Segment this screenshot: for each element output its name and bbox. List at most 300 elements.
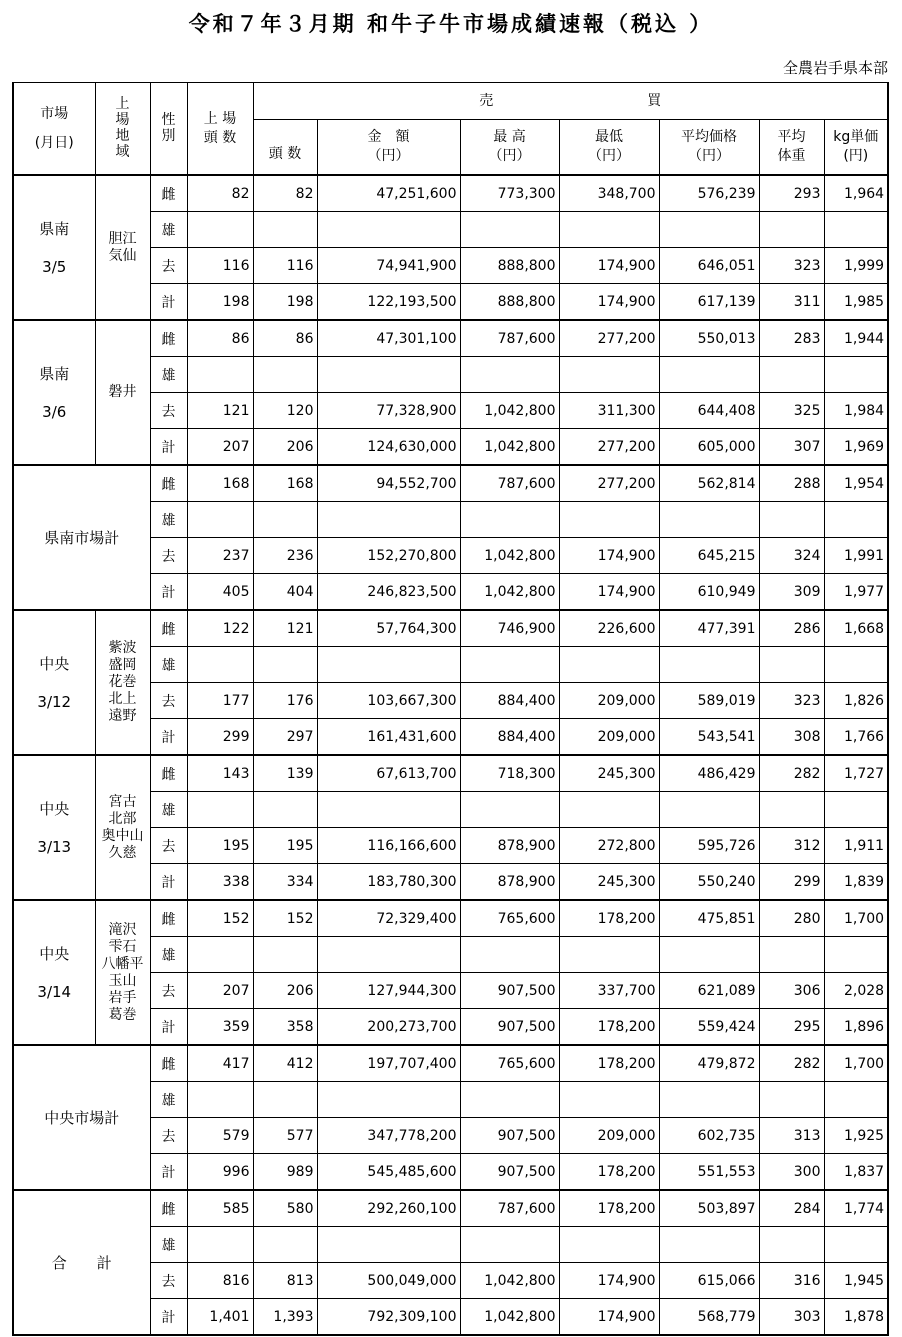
cell-heads: 121	[253, 610, 317, 647]
cell-avg	[659, 357, 759, 393]
sex-cell: 去	[150, 1118, 187, 1154]
cell-heads: 176	[253, 683, 317, 719]
area-name: 北部	[108, 810, 137, 827]
cell-kg	[824, 792, 888, 828]
cell-amount: 292,260,100	[317, 1190, 460, 1227]
cell-amount: 67,613,700	[317, 755, 460, 792]
cell-min: 178,200	[559, 1190, 659, 1227]
cell-kg: 1,911	[824, 828, 888, 864]
cell-avg: 615,066	[659, 1263, 759, 1299]
cell-min: 209,000	[559, 719, 659, 756]
cell-avg	[659, 647, 759, 683]
cell-listed: 86	[187, 320, 253, 357]
cell-max: 718,300	[460, 755, 559, 792]
sex-cell: 雌	[150, 610, 187, 647]
cell-weight: 284	[759, 1190, 824, 1227]
header-min-label: 最低	[595, 129, 623, 146]
sex-cell: 去	[150, 683, 187, 719]
cell-heads	[253, 937, 317, 973]
cell-avg: 550,240	[659, 864, 759, 901]
cell-listed: 116	[187, 248, 253, 284]
cell-min: 174,900	[559, 284, 659, 321]
cell-amount	[317, 792, 460, 828]
sex-cell: 雌	[150, 320, 187, 357]
sex-cell: 計	[150, 1009, 187, 1046]
cell-max: 888,800	[460, 284, 559, 321]
cell-min	[559, 1082, 659, 1118]
organization-name: 全農岩手県本部	[782, 59, 888, 77]
cell-kg: 1,991	[824, 538, 888, 574]
cell-listed: 585	[187, 1190, 253, 1227]
cell-listed: 579	[187, 1118, 253, 1154]
cell-amount: 122,193,500	[317, 284, 460, 321]
cell-weight	[759, 937, 824, 973]
cell-amount: 47,251,600	[317, 175, 460, 212]
subtotal-label: 合 計	[13, 1190, 150, 1335]
cell-max: 884,400	[460, 683, 559, 719]
area-name: 磐井	[108, 384, 137, 400]
cell-avg: 503,897	[659, 1190, 759, 1227]
cell-amount: 246,823,500	[317, 574, 460, 611]
cell-listed: 299	[187, 719, 253, 756]
cell-amount: 47,301,100	[317, 320, 460, 357]
cell-max: 787,600	[460, 1190, 559, 1227]
header-avg-price-label: 平均価格	[681, 129, 737, 146]
cell-listed: 359	[187, 1009, 253, 1046]
cell-amount: 94,552,700	[317, 465, 460, 502]
sex-cell: 去	[150, 973, 187, 1009]
cell-weight: 311	[759, 284, 824, 321]
cell-max: 878,900	[460, 864, 559, 901]
sex-cell: 去	[150, 1263, 187, 1299]
cell-listed: 1,401	[187, 1299, 253, 1336]
sex-cell: 雌	[150, 1190, 187, 1227]
cell-avg: 562,814	[659, 465, 759, 502]
cell-max	[460, 792, 559, 828]
header-avg-weight-label-1: 平均	[777, 129, 806, 146]
header-listed	[187, 83, 253, 176]
cell-min: 174,900	[559, 1263, 659, 1299]
market-date: 3/12	[37, 692, 72, 711]
header-date-label: (月日)	[34, 134, 74, 151]
cell-max	[460, 937, 559, 973]
cell-weight: 323	[759, 683, 824, 719]
cell-min	[559, 502, 659, 538]
area-cell	[95, 755, 150, 900]
area-name: 玉山	[108, 972, 137, 989]
cell-weight: 313	[759, 1118, 824, 1154]
cell-amount: 183,780,300	[317, 864, 460, 901]
cell-heads	[253, 1227, 317, 1263]
cell-listed: 82	[187, 175, 253, 212]
header-max-label: 最 高	[493, 129, 526, 146]
table-row	[13, 1045, 888, 1082]
cell-heads: 206	[253, 973, 317, 1009]
cell-kg: 1,985	[824, 284, 888, 321]
cell-listed: 198	[187, 284, 253, 321]
area-name: 遠野	[108, 708, 137, 724]
area-name: 葛巻	[108, 1006, 137, 1023]
header-sex	[150, 83, 187, 176]
cell-avg	[659, 212, 759, 248]
cell-max: 1,042,800	[460, 429, 559, 466]
cell-avg: 543,541	[659, 719, 759, 756]
cell-avg: 610,949	[659, 574, 759, 611]
header-area	[95, 83, 150, 176]
cell-listed: 122	[187, 610, 253, 647]
area-name: 久慈	[108, 844, 137, 861]
header-min-unit: （円）	[588, 148, 630, 164]
sex-cell: 去	[150, 393, 187, 429]
area-name: 宮古	[108, 793, 137, 810]
cell-heads: 577	[253, 1118, 317, 1154]
sex-cell: 雄	[150, 647, 187, 683]
market-name: 県南	[39, 364, 70, 383]
header-heads	[253, 120, 317, 176]
cell-heads	[253, 647, 317, 683]
header-market	[13, 83, 95, 176]
cell-listed: 195	[187, 828, 253, 864]
cell-weight: 307	[759, 429, 824, 466]
sex-cell: 雄	[150, 502, 187, 538]
cell-weight: 316	[759, 1263, 824, 1299]
cell-avg: 479,872	[659, 1045, 759, 1082]
cell-heads: 404	[253, 574, 317, 611]
market-cell	[13, 175, 95, 320]
market-cell	[13, 900, 95, 1045]
cell-heads	[253, 212, 317, 248]
cell-weight: 295	[759, 1009, 824, 1046]
cell-kg: 1,700	[824, 1045, 888, 1082]
cell-listed: 207	[187, 429, 253, 466]
cell-weight	[759, 1082, 824, 1118]
cell-listed: 237	[187, 538, 253, 574]
header-sales: 売 買	[253, 83, 888, 120]
cell-heads: 297	[253, 719, 317, 756]
cell-kg	[824, 647, 888, 683]
cell-kg: 1,766	[824, 719, 888, 756]
cell-max	[460, 502, 559, 538]
cell-heads: 120	[253, 393, 317, 429]
cell-avg: 621,089	[659, 973, 759, 1009]
header-avg-weight-label-2: 体重	[777, 148, 806, 164]
area-name: 北上	[108, 691, 137, 707]
cell-weight	[759, 792, 824, 828]
area-cell	[95, 900, 150, 1045]
cell-weight: 283	[759, 320, 824, 357]
cell-max: 773,300	[460, 175, 559, 212]
cell-avg	[659, 502, 759, 538]
cell-listed: 121	[187, 393, 253, 429]
sex-cell: 去	[150, 248, 187, 284]
cell-avg: 646,051	[659, 248, 759, 284]
cell-amount: 197,707,400	[317, 1045, 460, 1082]
cell-max: 1,042,800	[460, 393, 559, 429]
sex-cell: 雌	[150, 175, 187, 212]
sex-cell: 雄	[150, 212, 187, 248]
cell-listed: 143	[187, 755, 253, 792]
cell-max: 1,042,800	[460, 1299, 559, 1336]
cell-max: 1,042,800	[460, 538, 559, 574]
cell-kg: 1,700	[824, 900, 888, 937]
cell-listed: 417	[187, 1045, 253, 1082]
cell-min: 174,900	[559, 574, 659, 611]
cell-weight: 282	[759, 1045, 824, 1082]
cell-amount: 792,309,100	[317, 1299, 460, 1336]
cell-kg: 1,878	[824, 1299, 888, 1336]
market-name: 中央	[39, 944, 70, 963]
cell-max: 878,900	[460, 828, 559, 864]
area-name: 胆江	[108, 230, 137, 247]
cell-max: 746,900	[460, 610, 559, 647]
cell-kg: 1,925	[824, 1118, 888, 1154]
cell-max: 907,500	[460, 1118, 559, 1154]
header-avg-weight	[759, 120, 824, 176]
cell-listed	[187, 212, 253, 248]
sex-cell: 計	[150, 1299, 187, 1336]
market-date: 3/6	[42, 402, 67, 421]
sex-cell: 雄	[150, 1227, 187, 1263]
cell-heads: 152	[253, 900, 317, 937]
cell-listed: 996	[187, 1154, 253, 1191]
cell-listed	[187, 357, 253, 393]
cell-avg: 645,215	[659, 538, 759, 574]
market-date: 3/5	[42, 257, 67, 276]
cell-avg: 617,139	[659, 284, 759, 321]
header-listed-label-1: 上 場	[203, 110, 237, 127]
area-name: 花巻	[108, 674, 137, 690]
table-row	[13, 755, 888, 792]
cell-kg: 1,896	[824, 1009, 888, 1046]
cell-amount	[317, 647, 460, 683]
cell-listed	[187, 937, 253, 973]
cell-amount: 74,941,900	[317, 248, 460, 284]
cell-kg	[824, 1082, 888, 1118]
cell-heads: 206	[253, 429, 317, 466]
cell-kg	[824, 937, 888, 973]
cell-heads: 139	[253, 755, 317, 792]
cell-kg: 1,945	[824, 1263, 888, 1299]
cell-weight	[759, 1227, 824, 1263]
cell-amount: 500,049,000	[317, 1263, 460, 1299]
cell-kg	[824, 357, 888, 393]
cell-listed	[187, 502, 253, 538]
cell-amount: 127,944,300	[317, 973, 460, 1009]
cell-weight: 282	[759, 755, 824, 792]
area-name: 気仙	[108, 247, 137, 264]
cell-listed: 405	[187, 574, 253, 611]
cell-heads: 412	[253, 1045, 317, 1082]
cell-heads: 195	[253, 828, 317, 864]
area-name: 奥中山	[101, 827, 144, 844]
sex-cell: 去	[150, 538, 187, 574]
cell-kg: 1,984	[824, 393, 888, 429]
table-row	[13, 610, 888, 647]
cell-heads: 168	[253, 465, 317, 502]
cell-min: 348,700	[559, 175, 659, 212]
cell-heads	[253, 357, 317, 393]
results-table	[12, 82, 889, 1336]
cell-kg: 1,977	[824, 574, 888, 611]
sex-cell: 雌	[150, 465, 187, 502]
cell-amount: 152,270,800	[317, 538, 460, 574]
header-listed-label-2: 頭 数	[203, 129, 237, 146]
cell-kg: 1,837	[824, 1154, 888, 1191]
cell-heads: 580	[253, 1190, 317, 1227]
header-avg-price-unit: （円）	[688, 148, 730, 164]
header-max-unit: （円）	[488, 148, 531, 164]
cell-min: 311,300	[559, 393, 659, 429]
header-heads-label: 頭 数	[268, 145, 302, 162]
cell-min: 337,700	[559, 973, 659, 1009]
cell-amount	[317, 1082, 460, 1118]
cell-heads: 989	[253, 1154, 317, 1191]
cell-kg: 1,727	[824, 755, 888, 792]
cell-kg: 1,999	[824, 248, 888, 284]
cell-heads: 116	[253, 248, 317, 284]
cell-weight: 325	[759, 393, 824, 429]
market-name: 中央	[39, 654, 70, 673]
cell-kg: 1,668	[824, 610, 888, 647]
cell-kg	[824, 502, 888, 538]
cell-amount: 200,273,700	[317, 1009, 460, 1046]
cell-max: 907,500	[460, 973, 559, 1009]
header-max	[460, 120, 559, 176]
cell-amount: 57,764,300	[317, 610, 460, 647]
table-row	[13, 175, 888, 212]
cell-max: 907,500	[460, 1009, 559, 1046]
sex-cell: 計	[150, 429, 187, 466]
header-market-label: 市場	[40, 105, 69, 122]
cell-avg: 559,424	[659, 1009, 759, 1046]
cell-max: 907,500	[460, 1154, 559, 1191]
cell-min: 277,200	[559, 465, 659, 502]
cell-weight: 323	[759, 248, 824, 284]
sex-cell: 去	[150, 828, 187, 864]
cell-weight	[759, 357, 824, 393]
cell-kg: 1,969	[824, 429, 888, 466]
cell-heads: 236	[253, 538, 317, 574]
cell-max: 765,600	[460, 1045, 559, 1082]
cell-min: 174,900	[559, 1299, 659, 1336]
cell-max	[460, 1082, 559, 1118]
cell-amount: 161,431,600	[317, 719, 460, 756]
cell-min: 178,200	[559, 1045, 659, 1082]
sex-cell: 計	[150, 719, 187, 756]
area-name: 岩手	[108, 989, 137, 1006]
cell-max: 1,042,800	[460, 574, 559, 611]
cell-heads: 358	[253, 1009, 317, 1046]
sex-cell: 雄	[150, 937, 187, 973]
cell-weight: 293	[759, 175, 824, 212]
header-amount-unit: （円）	[367, 148, 410, 164]
sex-cell: 雄	[150, 792, 187, 828]
cell-amount: 347,778,200	[317, 1118, 460, 1154]
cell-max	[460, 1227, 559, 1263]
cell-amount: 103,667,300	[317, 683, 460, 719]
cell-min: 277,200	[559, 429, 659, 466]
table-row	[13, 465, 888, 502]
cell-kg: 1,964	[824, 175, 888, 212]
subtotal-label: 県南市場計	[13, 465, 150, 610]
cell-weight: 288	[759, 465, 824, 502]
table-body	[13, 175, 888, 1335]
header-amount-label: 金 額	[367, 129, 410, 146]
cell-min: 209,000	[559, 683, 659, 719]
cell-avg: 595,726	[659, 828, 759, 864]
cell-kg: 1,826	[824, 683, 888, 719]
cell-listed: 338	[187, 864, 253, 901]
sex-cell: 計	[150, 864, 187, 901]
cell-amount: 116,166,600	[317, 828, 460, 864]
cell-amount	[317, 937, 460, 973]
cell-weight	[759, 502, 824, 538]
cell-weight: 286	[759, 610, 824, 647]
cell-min: 174,900	[559, 538, 659, 574]
cell-listed	[187, 1082, 253, 1118]
cell-kg: 2,028	[824, 973, 888, 1009]
cell-kg	[824, 212, 888, 248]
sex-cell: 雄	[150, 357, 187, 393]
cell-min	[559, 647, 659, 683]
cell-avg: 602,735	[659, 1118, 759, 1154]
cell-min	[559, 357, 659, 393]
cell-weight	[759, 212, 824, 248]
cell-avg: 568,779	[659, 1299, 759, 1336]
cell-listed	[187, 1227, 253, 1263]
cell-listed: 816	[187, 1263, 253, 1299]
area-name: 紫波	[108, 640, 137, 656]
cell-heads: 82	[253, 175, 317, 212]
cell-kg: 1,774	[824, 1190, 888, 1227]
cell-avg	[659, 1227, 759, 1263]
sex-cell: 計	[150, 574, 187, 611]
header-min	[559, 120, 659, 176]
cell-weight: 299	[759, 864, 824, 901]
cell-avg: 486,429	[659, 755, 759, 792]
cell-max: 787,600	[460, 465, 559, 502]
cell-avg	[659, 1082, 759, 1118]
cell-kg: 1,944	[824, 320, 888, 357]
cell-heads: 86	[253, 320, 317, 357]
cell-weight: 308	[759, 719, 824, 756]
subtotal-label: 中央市場計	[13, 1045, 150, 1190]
cell-max: 884,400	[460, 719, 559, 756]
header-per-kg-unit: (円)	[843, 148, 869, 164]
sex-cell: 雌	[150, 755, 187, 792]
area-name: 盛岡	[108, 657, 137, 673]
table-header	[13, 83, 888, 176]
cell-min	[559, 1227, 659, 1263]
cell-amount: 72,329,400	[317, 900, 460, 937]
cell-heads: 334	[253, 864, 317, 901]
cell-min	[559, 212, 659, 248]
cell-min: 277,200	[559, 320, 659, 357]
cell-min: 226,600	[559, 610, 659, 647]
table-row	[13, 1190, 888, 1227]
area-name: 雫石	[108, 938, 137, 955]
area-cell	[95, 610, 150, 755]
cell-avg: 475,851	[659, 900, 759, 937]
cell-heads: 813	[253, 1263, 317, 1299]
cell-amount	[317, 357, 460, 393]
cell-kg: 1,954	[824, 465, 888, 502]
cell-weight: 309	[759, 574, 824, 611]
cell-weight: 303	[759, 1299, 824, 1336]
cell-min: 245,300	[559, 864, 659, 901]
cell-listed	[187, 647, 253, 683]
cell-heads	[253, 792, 317, 828]
